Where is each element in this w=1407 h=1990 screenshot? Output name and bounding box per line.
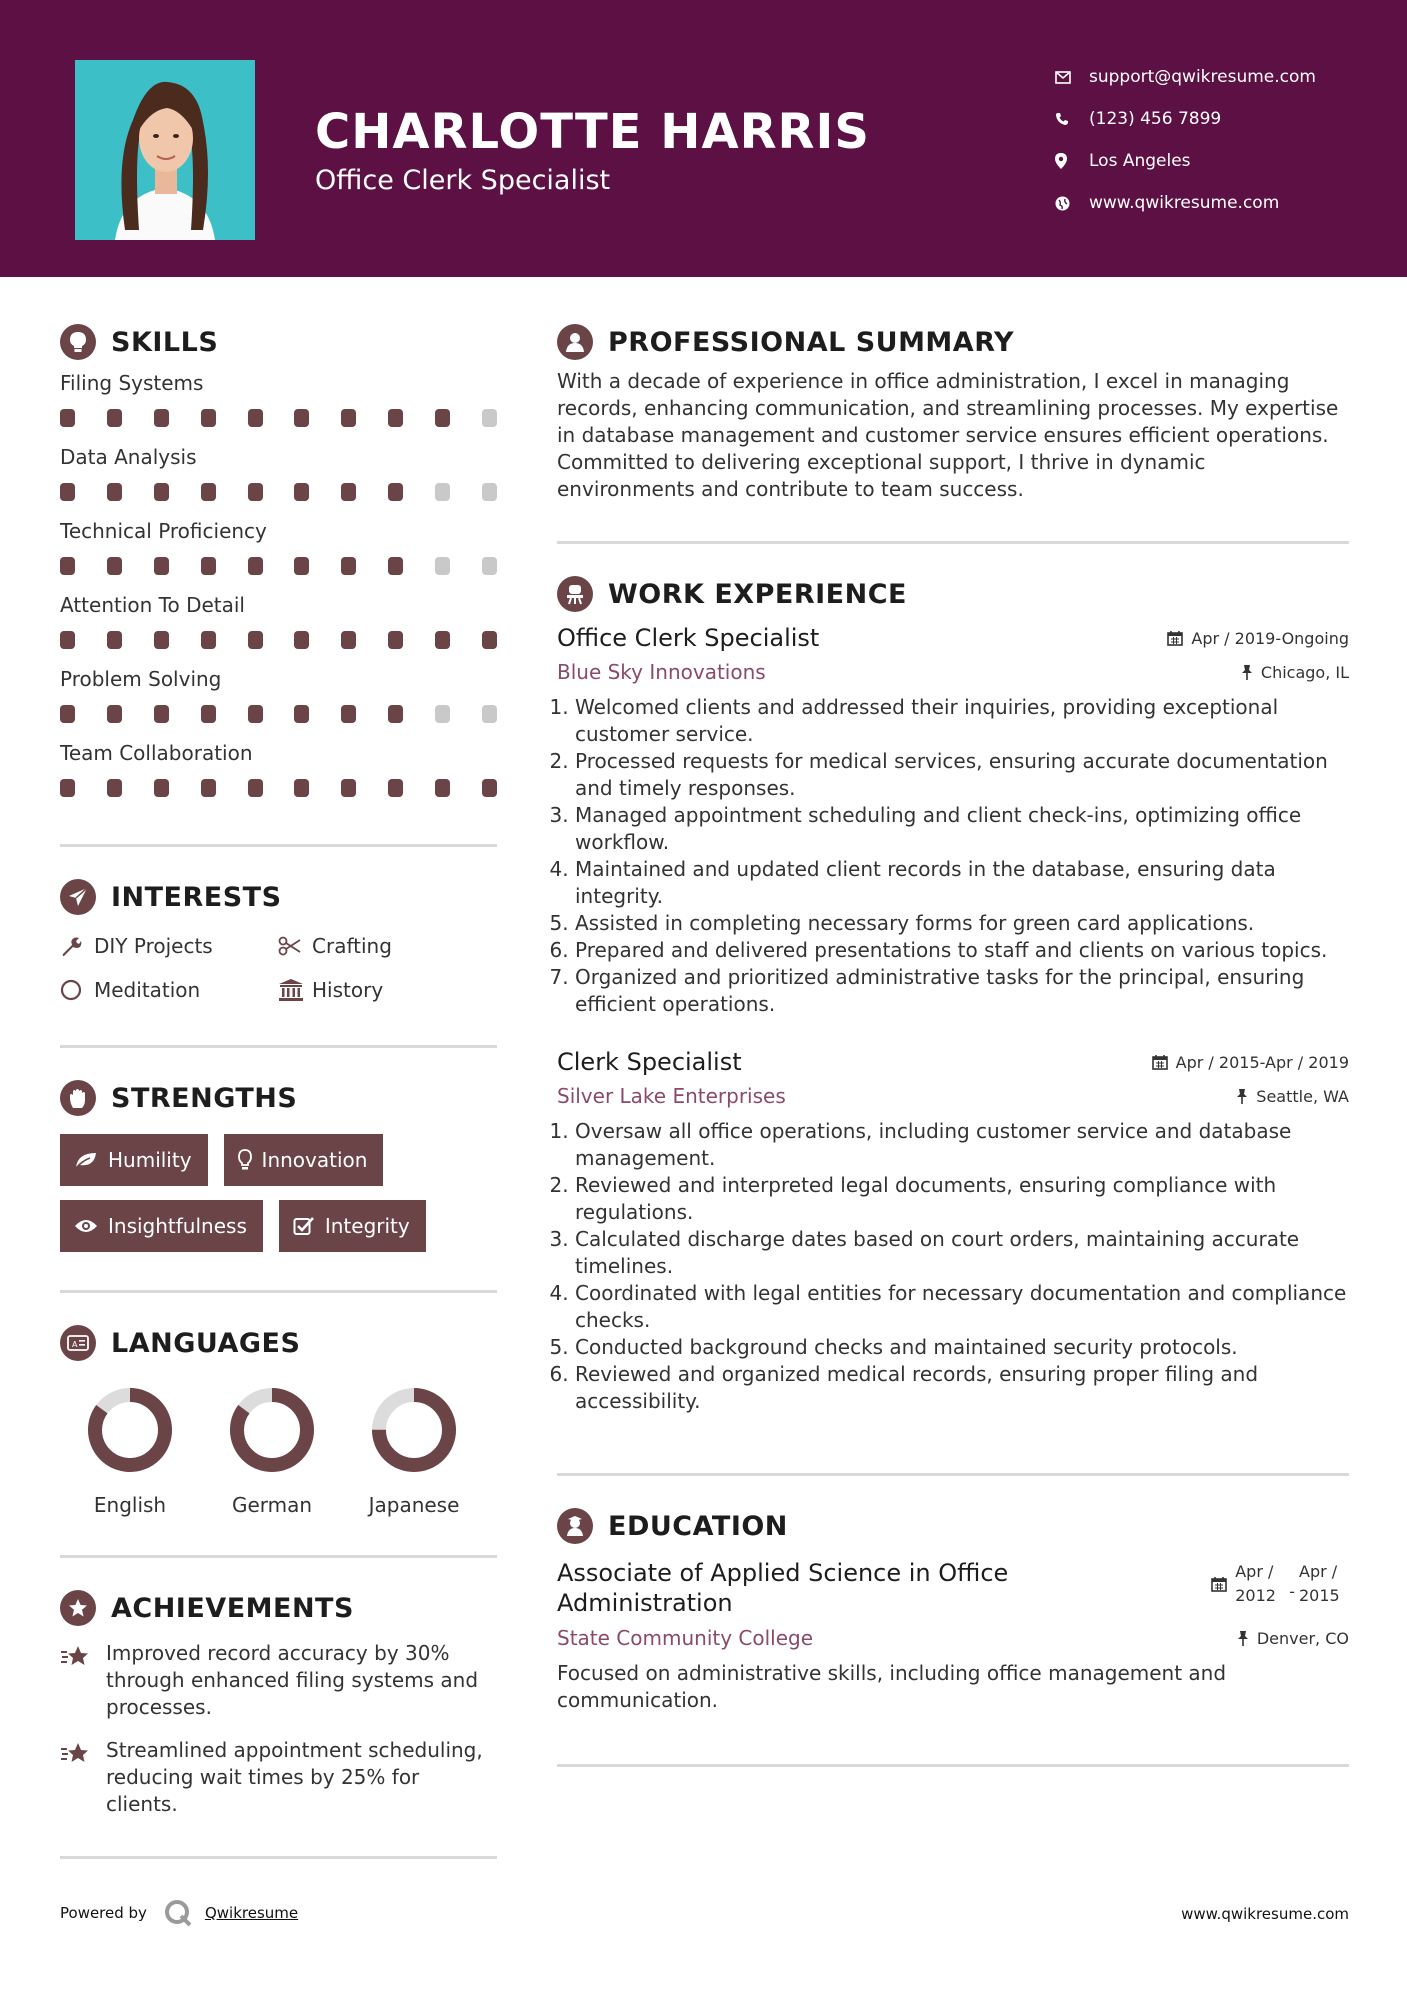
job-bullet: 3. Managed appointment scheduling and client check-ins, optimizing office workflow.: [575, 802, 1349, 856]
job-bullet: 4. Coordinated with legal entities for necessary documentation and compliance checks.: [575, 1280, 1349, 1334]
education-date-separator: -: [1289, 1581, 1295, 1601]
rating-dot-empty: [482, 483, 497, 501]
section-divider: [557, 1473, 1349, 1476]
skill-name: Technical Proficiency: [60, 519, 267, 543]
calendar-icon: [1211, 1576, 1227, 1592]
experience-title: WORK EXPERIENCE: [608, 578, 907, 610]
job-bullet: 1. Welcomed clients and addressed their inquiries, providing exceptional customer service.: [575, 694, 1349, 748]
rating-dot-filled: [60, 409, 75, 427]
rating-dot-filled: [388, 705, 403, 723]
strength-label: Innovation: [261, 1148, 368, 1172]
powered-by-label: Powered by: [60, 1904, 147, 1922]
job-bullet: 2. Reviewed and interpreted legal documents, ensuring compliance with regulations.: [575, 1172, 1349, 1226]
circle-icon: [60, 979, 94, 1001]
rating-dot-filled: [435, 409, 450, 427]
section-divider: [60, 1856, 497, 1859]
rating-dot-filled: [294, 631, 309, 649]
rating-dot-filled: [248, 631, 263, 649]
star-icon: [60, 1737, 106, 1818]
rating-dot-empty: [482, 705, 497, 723]
rating-dot-filled: [201, 705, 216, 723]
job-bullet: 2. Processed requests for medical services, ensuring accurate documentation and timely responses.: [575, 748, 1349, 802]
strength-label: Integrity: [324, 1214, 410, 1238]
rating-dot-filled: [60, 631, 75, 649]
graduate-icon: [557, 1508, 593, 1544]
summary-heading: [557, 320, 1349, 364]
globe-icon: [1055, 196, 1089, 211]
rating-dot-filled: [60, 779, 75, 797]
scissors-icon: [278, 936, 312, 956]
rating-dot-filled: [294, 483, 309, 501]
strength-tag: [224, 1134, 384, 1186]
job-title: Office Clerk Specialist: [557, 624, 820, 652]
skill-item: [60, 516, 497, 586]
rating-dot-filled: [248, 483, 263, 501]
section-divider: [557, 1764, 1349, 1767]
qwikresume-logo-icon: [163, 1898, 193, 1928]
interests-heading: [60, 875, 497, 919]
rating-dot-filled: [201, 409, 216, 427]
interests-title: INTERESTS: [111, 881, 282, 913]
rating-dot-filled: [341, 409, 356, 427]
section-divider: [60, 1045, 497, 1048]
institution-icon: [278, 978, 312, 1002]
rating-dot-filled: [154, 705, 169, 723]
education-location-text: Denver, CO: [1256, 1628, 1349, 1648]
contact-phone[interactable]: [1055, 98, 1316, 140]
rating-dot-filled: [341, 557, 356, 575]
briefcase-chair-icon: [557, 576, 593, 612]
job-bullets: [557, 694, 1349, 1018]
section-divider: [557, 541, 1349, 544]
rating-dot-filled: [154, 779, 169, 797]
rating-dot-filled: [60, 705, 75, 723]
strengths-heading: [60, 1076, 497, 1120]
job-bullet: 5. Conducted background checks and maintained security protocols.: [575, 1334, 1349, 1361]
skill-rating: [60, 472, 497, 512]
contact-location-text: Los Angeles: [1089, 151, 1191, 171]
rating-dot-empty: [435, 557, 450, 575]
strength-label: Insightfulness: [108, 1214, 247, 1238]
strengths-title: STRENGTHS: [111, 1082, 298, 1114]
language-item: [70, 1385, 190, 1517]
education-location: [1237, 1629, 1349, 1648]
resume-header: [0, 0, 1407, 277]
degree-title: Associate of Applied Science in Office Administration: [557, 1559, 1009, 1617]
contact-location: [1055, 140, 1316, 182]
rating-dot-filled: [482, 631, 497, 649]
strength-tag: [60, 1134, 208, 1186]
rating-dot-filled: [341, 705, 356, 723]
rating-dot-filled: [60, 483, 75, 501]
wrench-icon: [60, 935, 94, 957]
skill-name: Problem Solving: [60, 667, 222, 691]
footer-powered-by: [60, 1898, 298, 1928]
contact-email[interactable]: [1055, 56, 1316, 98]
achievement-text: Improved record accuracy by 30% through enhanced filing systems and processes.: [106, 1641, 479, 1719]
interest-item: [278, 975, 497, 1005]
lightbulb-icon: [238, 1149, 252, 1171]
rating-dot-empty: [435, 483, 450, 501]
skill-item: [60, 368, 497, 438]
svg-text:A: A: [72, 1340, 78, 1349]
rating-dot-filled: [341, 779, 356, 797]
rating-dot-filled: [107, 705, 122, 723]
skill-rating: [60, 398, 497, 438]
interest-label: Crafting: [312, 934, 392, 958]
rating-dot-filled: [388, 779, 403, 797]
job-dates-text: Apr / 2019-Ongoing: [1191, 628, 1349, 648]
rating-dot-filled: [107, 483, 122, 501]
candidate-name: CHARLOTTE HARRIS: [315, 104, 870, 160]
interest-label: History: [312, 978, 384, 1002]
skill-item: [60, 442, 497, 512]
rating-dot-filled: [201, 631, 216, 649]
rating-dot-filled: [201, 557, 216, 575]
achievement-text: Streamlined appointment scheduling, reducing wait times by 25% for clients.: [106, 1738, 483, 1816]
skill-rating: [60, 546, 497, 586]
contact-email-text: support@qwikresume.com: [1089, 67, 1316, 87]
contact-website[interactable]: [1055, 182, 1316, 224]
profile-photo: [75, 60, 255, 240]
contact-list: [1055, 56, 1316, 224]
calendar-icon: [1152, 1054, 1168, 1070]
strength-tag: [60, 1200, 263, 1252]
language-level-donut: [85, 1385, 175, 1475]
rating-dot-filled: [294, 779, 309, 797]
company-name: Silver Lake Enterprises: [557, 1084, 786, 1108]
skills-title: SKILLS: [111, 326, 219, 358]
languages-title: LANGUAGES: [111, 1327, 301, 1359]
job-item: [557, 624, 1349, 1018]
phone-icon: [1055, 112, 1089, 126]
rating-dot-filled: [388, 483, 403, 501]
check-square-icon: [293, 1216, 315, 1236]
rating-dot-filled: [154, 483, 169, 501]
contact-phone-text: (123) 456 7899: [1089, 109, 1222, 129]
job-bullet: 1. Oversaw all office operations, including customer service and database management.: [575, 1118, 1349, 1172]
job-location-text: Seattle, WA: [1256, 1086, 1349, 1106]
candidate-title: Office Clerk Specialist: [315, 165, 611, 196]
rating-dot-filled: [248, 557, 263, 575]
map-pin-icon: [1055, 153, 1089, 169]
rating-dot-filled: [154, 631, 169, 649]
language-item: [212, 1385, 332, 1517]
rating-dot-filled: [201, 483, 216, 501]
footer-url[interactable]: www.qwikresume.com: [1181, 1905, 1349, 1923]
achievements-title: ACHIEVEMENTS: [111, 1592, 354, 1624]
calendar-icon: [1167, 630, 1183, 646]
languages-list: [60, 1385, 474, 1517]
skill-name: Filing Systems: [60, 371, 204, 395]
interest-item: [60, 931, 278, 961]
rating-dot-filled: [107, 779, 122, 797]
rating-dot-filled: [107, 631, 122, 649]
interest-label: DIY Projects: [94, 934, 213, 958]
rating-dot-filled: [388, 409, 403, 427]
strength-label: Humility: [108, 1148, 192, 1172]
star-icon: [60, 1640, 106, 1721]
job-bullet: 3. Calculated discharge dates based on court orders, maintaining accurate timelines.: [575, 1226, 1349, 1280]
skill-name: Data Analysis: [60, 445, 197, 469]
job-location: [1241, 663, 1349, 682]
qwikresume-link[interactable]: Qwikresume: [204, 1904, 299, 1922]
user-icon: [557, 324, 593, 360]
achievements-heading: [60, 1586, 497, 1630]
interests-list: [60, 931, 497, 1005]
left-column: [60, 320, 497, 1859]
rating-dot-filled: [435, 631, 450, 649]
leaf-icon: [74, 1151, 98, 1169]
experience-heading: [557, 572, 1349, 616]
education-dates: [1211, 1560, 1349, 1608]
job-bullet: 4. Maintained and updated client records in the database, ensuring data integrity.: [575, 856, 1349, 910]
skill-name: Team Collaboration: [60, 741, 253, 765]
pushpin-icon: [1237, 1630, 1249, 1646]
rating-dot-empty: [482, 557, 497, 575]
right-column: [557, 320, 1349, 1767]
skill-rating: [60, 694, 497, 734]
skill-name: Attention To Detail: [60, 593, 245, 617]
eye-icon: [74, 1218, 98, 1234]
skill-item: [60, 590, 497, 660]
rating-dot-empty: [435, 705, 450, 723]
rating-dot-filled: [248, 705, 263, 723]
strengths-list: [60, 1134, 497, 1252]
interest-item: [60, 975, 278, 1005]
rating-dot-filled: [294, 409, 309, 427]
language-name: English: [93, 1493, 167, 1517]
education-description: Focused on administrative skills, including office management and communication.: [557, 1661, 1227, 1712]
rating-dot-filled: [154, 557, 169, 575]
rating-dot-filled: [154, 409, 169, 427]
job-location-text: Chicago, IL: [1260, 662, 1349, 682]
achievement-item: [60, 1737, 497, 1818]
rating-dot-filled: [248, 779, 263, 797]
skills-list: [60, 368, 497, 808]
company-name: Blue Sky Innovations: [557, 660, 766, 684]
rating-dot-filled: [294, 705, 309, 723]
summary-title: PROFESSIONAL SUMMARY: [608, 326, 1015, 358]
interest-label: Meditation: [94, 978, 201, 1002]
language-icon: [60, 1325, 96, 1361]
interest-item: [278, 931, 497, 961]
achievement-item: [60, 1640, 497, 1721]
job-bullet: 6. Prepared and delivered presentations to staff and clients on various topics.: [575, 937, 1349, 964]
language-level-donut: [369, 1385, 459, 1475]
job-title: Clerk Specialist: [557, 1048, 742, 1076]
language-item: [354, 1385, 474, 1517]
jobs-list: [557, 624, 1349, 1415]
education-end: Apr / 2015: [1299, 1562, 1340, 1605]
rating-dot-filled: [201, 779, 216, 797]
skill-rating: [60, 768, 497, 808]
skill-item: [60, 738, 497, 808]
summary-text: With a decade of experience in office administration, I excel in managing records, enhancing communication, and streamlining processes. My expertise in database management and customer service ensures efficient operations. Committed to delivering exceptional support, I thrive in dynamic environments and contribute to team success.: [557, 369, 1339, 501]
job-dates-text: Apr / 2015-Apr / 2019: [1175, 1052, 1349, 1072]
job-location: [1236, 1087, 1349, 1106]
strength-tag: [279, 1200, 426, 1252]
education-heading: [557, 1504, 1349, 1548]
job-dates: [1167, 629, 1349, 648]
rating-dot-filled: [435, 779, 450, 797]
rating-dot-filled: [60, 557, 75, 575]
paper-plane-icon: [60, 879, 96, 915]
rating-dot-filled: [341, 631, 356, 649]
section-divider: [60, 1555, 497, 1558]
job-bullets: [557, 1118, 1349, 1415]
skill-rating: [60, 620, 497, 660]
languages-heading: [60, 1321, 497, 1365]
job-bullet: 6. Reviewed and organized medical records, ensuring proper filing and accessibility.: [575, 1361, 1349, 1415]
pushpin-icon: [1241, 664, 1253, 680]
rating-dot-filled: [294, 557, 309, 575]
school-name: State Community College: [557, 1626, 814, 1650]
language-name: German: [231, 1493, 313, 1517]
rating-dot-filled: [482, 779, 497, 797]
education-start: Apr / 2012: [1235, 1562, 1276, 1605]
skills-heading: [60, 320, 497, 364]
job-bullet: 5. Assisted in completing necessary forms for green card applications.: [575, 910, 1349, 937]
section-divider: [60, 844, 497, 847]
rating-dot-filled: [341, 483, 356, 501]
job-dates: [1152, 1053, 1349, 1072]
rating-dot-filled: [388, 631, 403, 649]
language-name: Japanese: [368, 1493, 460, 1517]
contact-website-text: www.qwikresume.com: [1089, 193, 1280, 213]
rating-dot-empty: [482, 409, 497, 427]
skill-item: [60, 664, 497, 734]
language-level-donut: [227, 1385, 317, 1475]
lightbulb-icon: [60, 324, 96, 360]
section-divider: [60, 1290, 497, 1293]
education-title: EDUCATION: [608, 1510, 788, 1542]
envelope-icon: [1055, 71, 1089, 84]
rating-dot-filled: [107, 409, 122, 427]
rating-dot-filled: [107, 557, 122, 575]
pushpin-icon: [1236, 1088, 1248, 1104]
job-bullet: 7. Organized and prioritized administrative tasks for the principal, ensuring efficient operations.: [575, 964, 1349, 1018]
rating-dot-filled: [248, 409, 263, 427]
job-item: [557, 1048, 1349, 1415]
education-item: [557, 1558, 1349, 1714]
hand-icon: [60, 1080, 96, 1116]
rating-dot-filled: [388, 557, 403, 575]
star-badge-icon: [60, 1590, 96, 1626]
